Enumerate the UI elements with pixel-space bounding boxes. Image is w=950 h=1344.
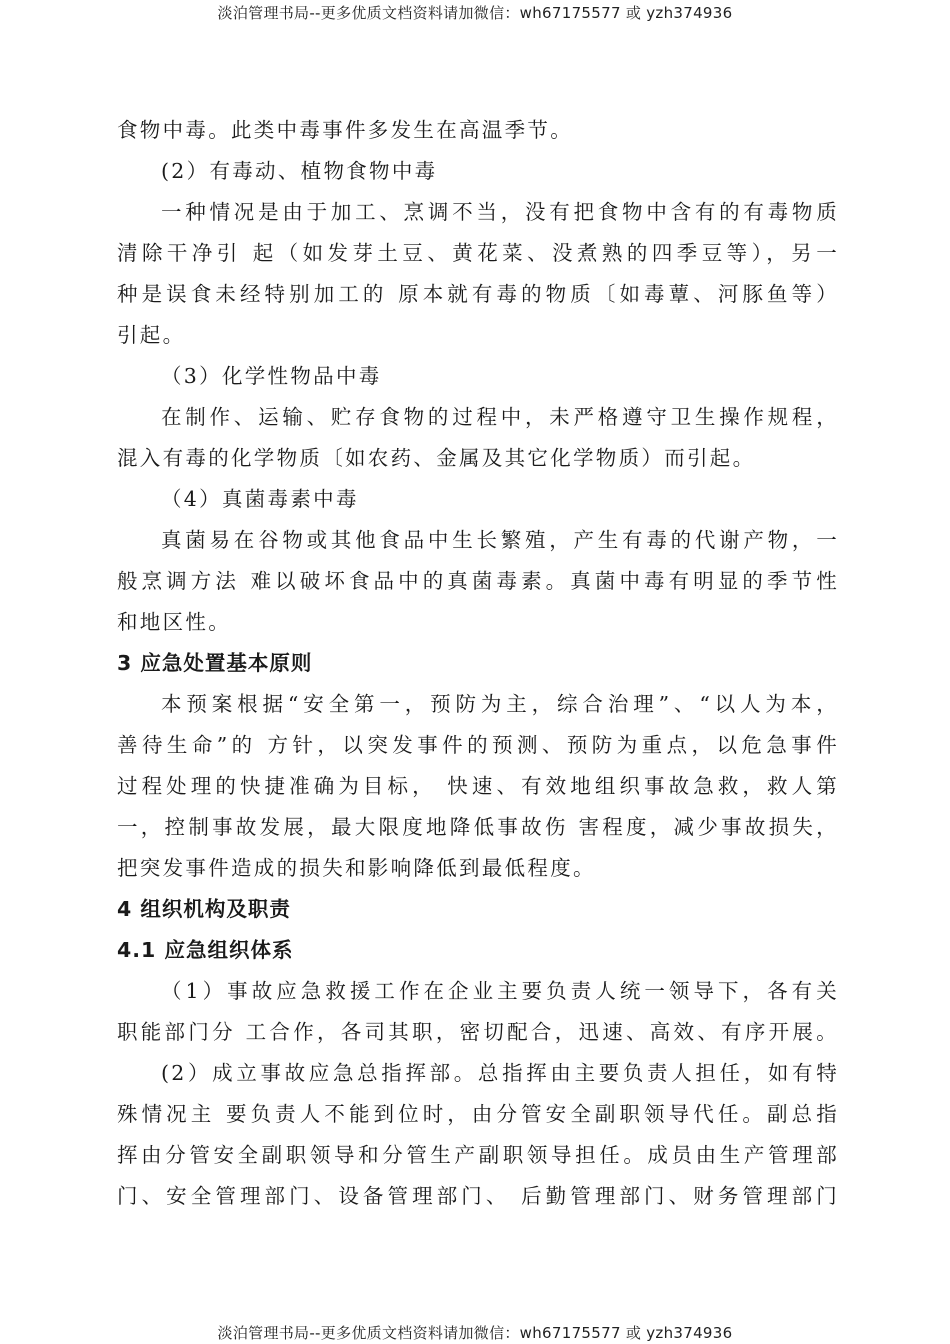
section-heading: 3 应急处置基本原则: [117, 651, 313, 675]
paragraph-line: 般烹调方法 难以破坏食品中的真菌毒素。真菌中毒有明显的季节性: [117, 569, 839, 593]
footer-watermark: 淡泊管理书局--更多优质文档资料请加微信：wh67175577 或 yzh374936: [217, 1324, 733, 1342]
subsection-title: (2）有毒动、植物食物中毒: [161, 159, 438, 183]
paragraph-line: 在制作、运输、贮存食物的过程中，未严格遵守卫生操作规程，: [161, 405, 839, 429]
paragraph-line: 清除干净引 起（如发芽土豆、黄花菜、没煮熟的四季豆等），另一: [117, 241, 839, 265]
paragraph-line: 把突发事件造成的损失和影响降低到最低程度。: [117, 856, 596, 880]
paragraph-line: 过程处理的快捷准确为目标， 快速、有效地组织事故急救，救人第: [117, 774, 839, 798]
paragraph-line: （1）事故应急救援工作在企业主要负责人统一领导下，各有关: [161, 979, 839, 1003]
paragraph-line: 职能部门分 工合作，各司其职，密切配合，迅速、高效、有序开展。: [117, 1020, 839, 1044]
paragraph-line: 和地区性。: [117, 610, 231, 634]
header-watermark: 淡泊管理书局--更多优质文档资料请加微信：wh67175577 或 yzh374936: [217, 4, 733, 22]
paragraph-line: 真菌易在谷物或其他食品中生长繁殖，产生有毒的代谢产物，一: [161, 528, 839, 552]
paragraph-line: 一，控制事故发展，最大限度地降低事故伤 害程度，减少事故损失，: [117, 815, 839, 839]
paragraph-line: 一种情况是由于加工、烹调不当，没有把食物中含有的有毒物质: [161, 200, 839, 224]
paragraph-line: 引起。: [117, 323, 186, 347]
paragraph-line: (2）成立事故应急总指挥部。总指挥由主要负责人担任，如有特: [161, 1061, 839, 1085]
paragraph-line: 本预案根据“安全第一，预防为主，综合治理”、“以人为本，: [161, 692, 839, 716]
subsection-title: （3）化学性物品中毒: [161, 364, 382, 388]
section-heading: 4 组织机构及职责: [117, 897, 291, 921]
paragraph-line: 挥由分管安全副职领导和分管生产副职领导担任。成员由生产管理部: [117, 1143, 839, 1167]
subsection-heading: 4.1 应急组织体系: [117, 938, 294, 962]
subsection-title: （4）真菌毒素中毒: [161, 487, 359, 511]
paragraph-line: 门、安全管理部门、设备管理部门、 后勤管理部门、财务管理部门: [117, 1184, 839, 1208]
paragraph-line: 殊情况主 要负责人不能到位时，由分管安全副职领导代任。副总指: [117, 1102, 839, 1126]
document-body: [117, 110, 839, 1217]
paragraph-line: 食物中毒。此类中毒事件多发生在高温季节。: [117, 118, 573, 142]
paragraph-line: 混入有毒的化学物质〔如农药、金属及其它化学物质）而引起。: [117, 446, 756, 470]
paragraph-line: 种是误食未经特别加工的 原本就有毒的物质〔如毒蕈、河豚鱼等）: [117, 282, 839, 306]
paragraph-line: 善待生命”的 方针，以突发事件的预测、预防为重点，以危急事件: [117, 733, 839, 757]
